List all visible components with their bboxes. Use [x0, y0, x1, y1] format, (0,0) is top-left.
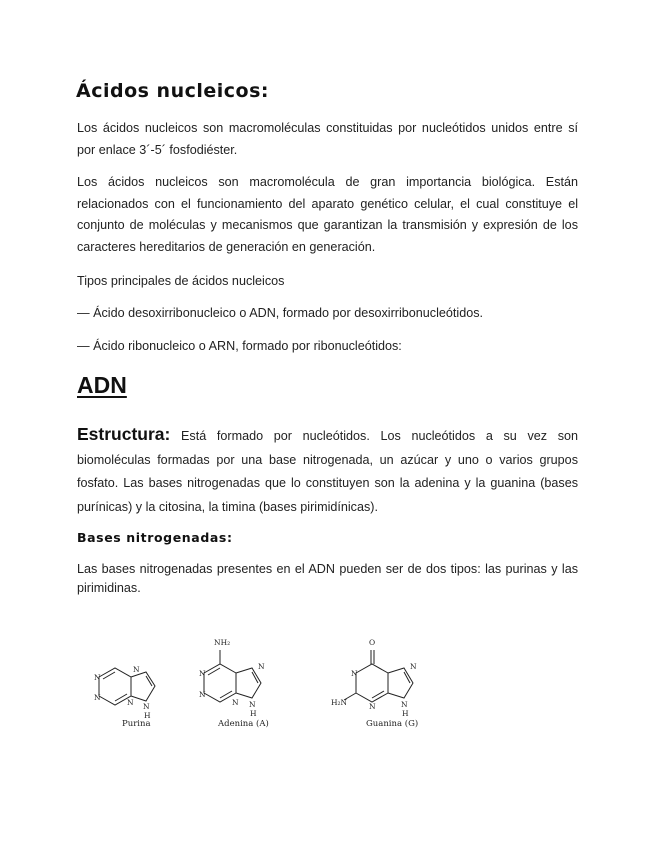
paragraph-bases: Las bases nitrogenadas presentes en el ADN pueden ser de dos tipos: las purinas y las pirimidinas.	[77, 562, 578, 595]
atom-n: N	[258, 662, 265, 671]
atom-o: O	[369, 638, 376, 647]
caption-adenina: Adenina (A)	[218, 719, 269, 729]
atom-n: N	[199, 669, 206, 678]
estructura-text: Está formado por nucleótidos. Los nucleótidos a su vez son biomoléculas formadas por una base nitrogenada, un azúcar y uno o varios grupos fosfato. Las bases nitrogenadas que lo constituyen son la adenina y la guanina (bases purínicas) y la citosina, la timina (bases pirimidínicas).	[77, 429, 579, 514]
atom-n: N	[410, 662, 417, 671]
paragraph-definition: Los ácidos nucleicos son macromoléculas constituidas por nucleótidos unidos entre sí por enlace 3´-5´ fosfodiéster.	[77, 121, 578, 157]
caption-purina: Purina	[122, 719, 151, 729]
atom-h: H	[250, 709, 257, 718]
paragraph-types-intro: Tipos principales de ácidos nucleicos	[77, 274, 285, 288]
atom-n: N	[94, 693, 101, 702]
caption-guanina: Guanina (G)	[366, 719, 419, 729]
atom-h2n: H₂N	[331, 698, 348, 707]
atom-h: H	[402, 709, 409, 718]
atom-n: N	[199, 690, 206, 699]
atom-n: N	[133, 665, 140, 674]
atom-n: N	[369, 702, 376, 711]
atom-n: N	[94, 673, 101, 682]
subheading-bases: Bases nitrogenadas:	[77, 530, 233, 545]
nitrogenous-bases-figure	[80, 625, 440, 740]
atom-n: N	[143, 702, 150, 711]
estructura-label: Estructura:	[77, 424, 171, 444]
atom-n: N	[232, 698, 239, 707]
atom-h: H	[144, 711, 151, 720]
page-title: Ácidos nucleicos:	[76, 80, 270, 102]
atom-nh2: NH₂	[214, 638, 231, 647]
adenine-structure	[204, 650, 261, 702]
section-heading-adn: ADN	[77, 372, 127, 398]
list-item-adn: — Ácido desoxirribonucleico o ADN, formado por desoxirribonucleótidos.	[77, 306, 484, 320]
list-item-arn: — Ácido ribonucleico o ARN, formado por ribonucleótidos:	[77, 339, 402, 353]
atom-n: N	[127, 698, 134, 707]
paragraph-estructura	[77, 423, 578, 519]
atom-n: N	[401, 700, 408, 709]
atom-n: N	[351, 669, 358, 678]
atom-n: N	[249, 700, 256, 709]
paragraph-importance: Los ácidos nucleicos son macromolécula de gran importancia biológica. Están relacionados con el funcionamiento del aparato genético celular, el cual constituye el conjunto de moléculas y mecanismos que garantizan la transmisión y expresión de los caracteres hereditarios de generación en generación.	[77, 175, 578, 254]
